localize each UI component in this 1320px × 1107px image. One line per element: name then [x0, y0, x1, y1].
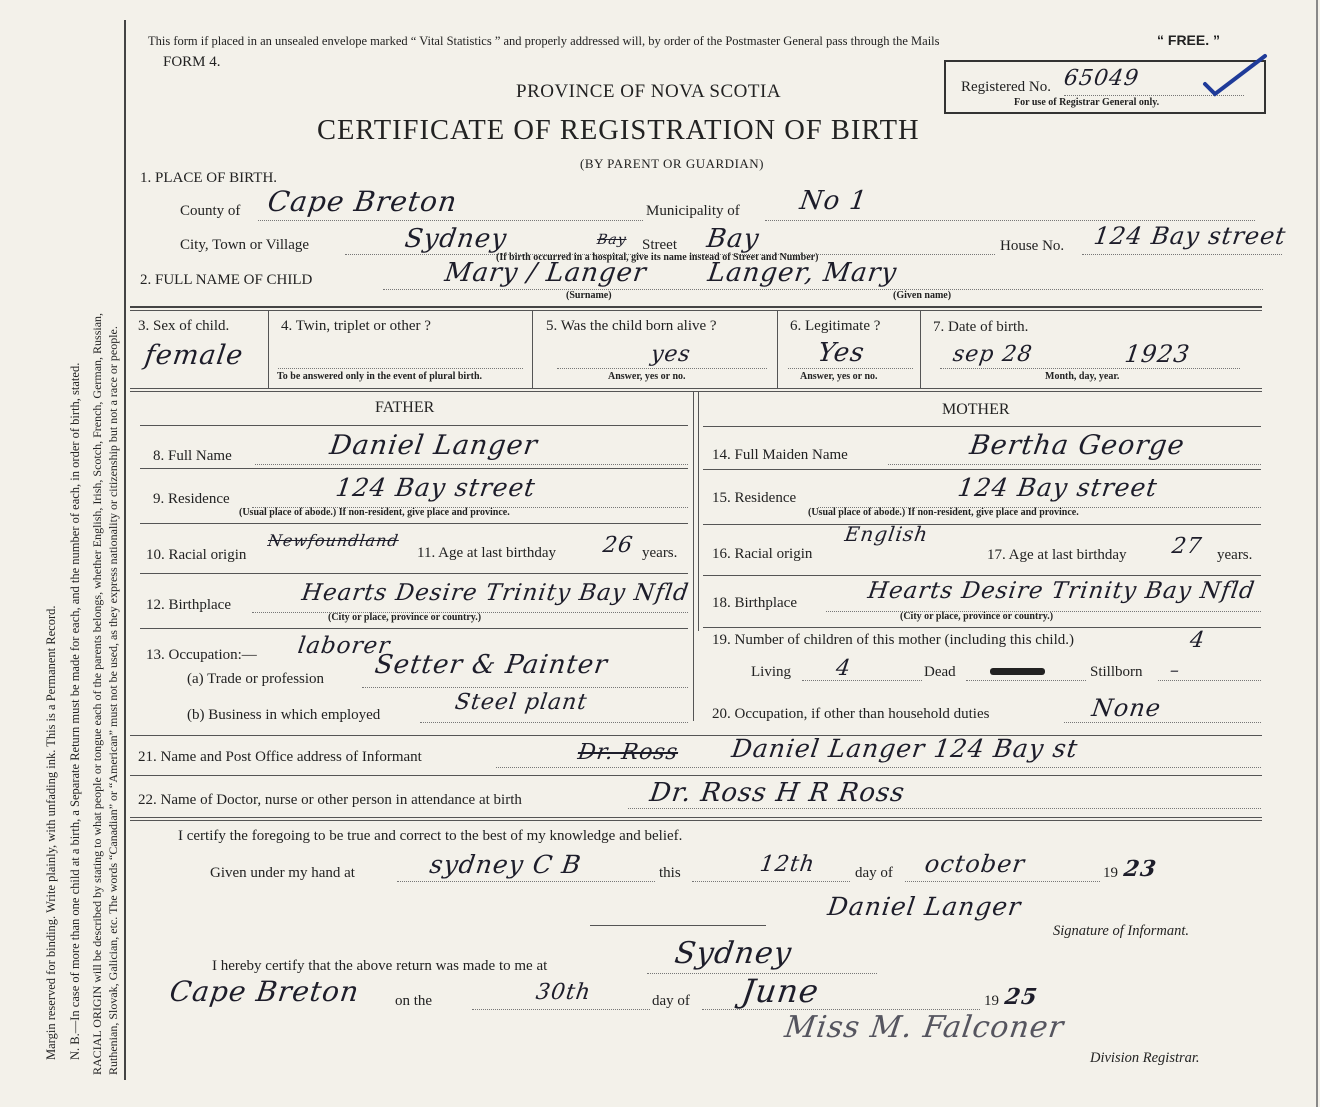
street-value: Bay: [704, 224, 762, 254]
registrar-on-label: on the: [395, 993, 433, 1009]
registrar-statement: I hereby certify that the above return was made to me at: [212, 958, 548, 974]
registrar-use-note: For use of Registrar General only.: [1014, 97, 1160, 108]
registrar-county-value: Cape Breton: [167, 975, 362, 1008]
certify-statement: I certify the foregoing to be true and correct to the best of my knowledge and belief.: [178, 828, 683, 844]
father-heading: FATHER: [375, 399, 435, 416]
dead-value-scribble: [990, 668, 1045, 675]
doctor-label: 22. Name of Doctor, nurse or other person in attendance at birth: [138, 792, 522, 808]
mother-birthplace-label: 18. Birthplace: [712, 595, 797, 611]
father-occupation-value: laborer: [296, 633, 393, 659]
given-month-value: october: [923, 850, 1027, 878]
certificate-title: CERTIFICATE OF REGISTRATION OF BIRTH: [317, 115, 920, 146]
province-heading: PROVINCE OF NOVA SCOTIA: [516, 81, 782, 102]
father-birthplace-value: Hearts Desire Trinity Bay Nfld: [300, 580, 691, 606]
given-place-value: sydney C B: [427, 850, 584, 879]
county-label: County of: [180, 203, 241, 219]
registered-label: Registered No.: [961, 79, 1051, 95]
mother-occupation-label: 20. Occupation, if other than household duties: [712, 706, 990, 722]
child-name-label: 2. FULL NAME OF CHILD: [140, 272, 313, 288]
registrar-day-value: 30th: [534, 980, 593, 1005]
mother-race-label: 16. Racial origin: [712, 546, 813, 562]
mother-children-label: 19. Number of children of this mother (including this child.): [712, 632, 1075, 648]
municipality-label: Municipality of: [646, 203, 740, 219]
alive-value: yes: [649, 342, 693, 367]
mother-age-value: 27: [1170, 534, 1204, 559]
informant-value: Daniel Langer 124 Bay st: [729, 734, 1081, 763]
mother-occupation-value: None: [1090, 694, 1164, 722]
twin-note: To be answered only in the event of plural birth.: [277, 371, 483, 382]
place-of-birth-heading: 1. PLACE OF BIRTH.: [140, 170, 278, 186]
informant-label: 21. Name and Post Office address of Informant: [138, 749, 422, 765]
father-years-label: years.: [642, 545, 678, 561]
living-label: Living: [751, 664, 791, 680]
mother-residence-value: 124 Bay street: [955, 473, 1160, 502]
mother-residence-label: 15. Residence: [712, 490, 797, 506]
father-age-value: 26: [601, 533, 635, 558]
father-trade-value: Setter & Painter: [372, 650, 610, 680]
stillborn-label: Stillborn: [1090, 664, 1143, 680]
mother-birthplace-caption: (City or place, province or country.): [900, 611, 1054, 622]
legitimate-value: Yes: [815, 338, 867, 368]
county-value: Cape Breton: [265, 185, 460, 218]
house-value: 124 Bay street: [1092, 222, 1289, 250]
city-label: City, Town or Village: [180, 237, 310, 253]
informant-signature: Daniel Langer: [825, 892, 1024, 921]
street-strikethrough: Bay: [595, 232, 628, 248]
registrar-caption: Division Registrar.: [1090, 1050, 1200, 1066]
living-value: 4: [834, 656, 853, 681]
informant-strikethrough: Dr. Ross: [576, 740, 680, 765]
given-day-label: day of: [855, 865, 893, 881]
given-name-caption: (Given name): [893, 290, 952, 301]
father-abode-note: (Usual place of abode.) If non-resident, give place and province.: [239, 507, 510, 518]
stillborn-value: –: [1168, 660, 1182, 681]
father-trade-label: (a) Trade or profession: [187, 671, 325, 687]
doctor-value: Dr. Ross H R Ross: [647, 778, 907, 808]
surname-caption: (Surname): [566, 290, 612, 301]
mother-children-value: 4: [1188, 628, 1207, 653]
father-race-value: Newfoundland: [266, 531, 401, 550]
alive-label: 5. Was the child born alive ?: [546, 318, 717, 334]
informant-signature-caption: Signature of Informant.: [1053, 923, 1190, 939]
page-edge: [1316, 0, 1318, 1107]
child-surname-value: Mary / Langer: [442, 258, 649, 288]
given-year-prefix: 19: [1103, 865, 1118, 881]
legitimate-label: 6. Legitimate ?: [790, 318, 881, 334]
check-mark-icon: [1201, 50, 1271, 100]
mother-birthplace-value: Hearts Desire Trinity Bay Nfld: [866, 578, 1257, 604]
mother-age-label: 17. Age at last birthday: [987, 547, 1127, 563]
father-business-value: Steel plant: [453, 690, 589, 715]
hospital-note: (If birth occurred in a hospital, give its name instead of Street and Number): [496, 252, 819, 263]
registrar-year-prefix: 19: [984, 993, 999, 1009]
father-occupation-label: 13. Occupation:—: [146, 647, 257, 663]
city-value: Sydney: [402, 224, 510, 254]
mother-race-value: English: [843, 522, 930, 546]
certificate-subtitle: (BY PARENT OR GUARDIAN): [580, 156, 765, 171]
form-number: FORM 4.: [163, 54, 221, 70]
registrar-year-value: 25: [1003, 984, 1040, 1010]
sex-label: 3. Sex of child.: [138, 318, 230, 334]
dob-year: 1923: [1123, 340, 1193, 368]
street-label: Street: [642, 237, 677, 253]
mother-abode-note: (Usual place of abode.) If non-resident, give place and province.: [808, 507, 1079, 518]
registrar-month-value: June: [739, 972, 822, 1010]
mother-years-label: years.: [1217, 547, 1253, 563]
sex-value: female: [142, 340, 246, 371]
child-given-value: Langer, Mary: [705, 258, 899, 288]
father-race-label: 10. Racial origin: [146, 547, 247, 563]
father-business-label: (b) Business in which employed: [187, 707, 381, 723]
legitimate-caption: Answer, yes or no.: [800, 371, 878, 382]
house-label: House No.: [1000, 238, 1065, 254]
postal-notice: This form if placed in an unsealed envelope marked “ Vital Statistics ” and properly addressed will, by order of the Postmaster General pass through the Mails: [148, 34, 940, 48]
twin-label: 4. Twin, triplet or other ?: [281, 318, 431, 334]
margin-note-1: Margin reserved for binding. Write plainly, with unfading ink. This is a Permanent Record.: [44, 605, 58, 1060]
father-birthplace-caption: (City or place, province or country.): [328, 612, 482, 623]
margin-note-3: RACIAL ORIGIN will be described by stating to what people or tongue each of the parents belongs, whether English, Irish, Scotch, French, German, Russian,: [90, 312, 104, 1075]
margin-note-2: N. B.—In case of more than one child at a birth, a Separate Return must be made for each, and the number of each, in order of birth, stated.: [68, 362, 82, 1060]
given-year-value: 23: [1122, 856, 1159, 882]
father-birthplace-label: 12. Birthplace: [146, 597, 231, 613]
registrar-signature: Miss M. Falconer: [782, 1010, 1067, 1045]
free-label: “ FREE. ”: [1157, 32, 1221, 48]
registrar-place-value: Sydney: [672, 936, 795, 971]
margin-note-4: Ruthenian, Slovak, Galician, etc. The words “Canadian” or “American” must not be used, as they express nationality or citizenship but not a race or people.: [106, 326, 120, 1075]
father-name-value: Daniel Langer: [327, 430, 540, 461]
given-under-label: Given under my hand at: [210, 865, 355, 881]
alive-caption: Answer, yes or no.: [608, 371, 686, 382]
registrar-box: [944, 60, 1266, 114]
dob-month-day: sep 28: [951, 342, 1035, 367]
mother-name-value: Bertha George: [967, 430, 1187, 461]
registered-number: 65049: [1062, 66, 1141, 91]
father-name-label: 8. Full Name: [153, 448, 232, 464]
mother-heading: MOTHER: [942, 401, 1010, 418]
dob-label: 7. Date of birth.: [933, 319, 1029, 335]
given-day-value: 12th: [758, 852, 817, 877]
this-label: this: [659, 865, 681, 881]
father-residence-value: 124 Bay street: [333, 473, 538, 502]
father-residence-label: 9. Residence: [153, 491, 230, 507]
dead-label: Dead: [924, 664, 956, 680]
registrar-day-label: day of: [652, 993, 690, 1009]
binding-margin: [0, 0, 128, 1107]
dob-caption: Month, day, year.: [1045, 371, 1120, 382]
margin-rule: [124, 20, 126, 1080]
father-age-label: 11. Age at last birthday: [417, 545, 556, 561]
municipality-value: No 1: [797, 186, 870, 216]
mother-name-label: 14. Full Maiden Name: [712, 447, 848, 463]
